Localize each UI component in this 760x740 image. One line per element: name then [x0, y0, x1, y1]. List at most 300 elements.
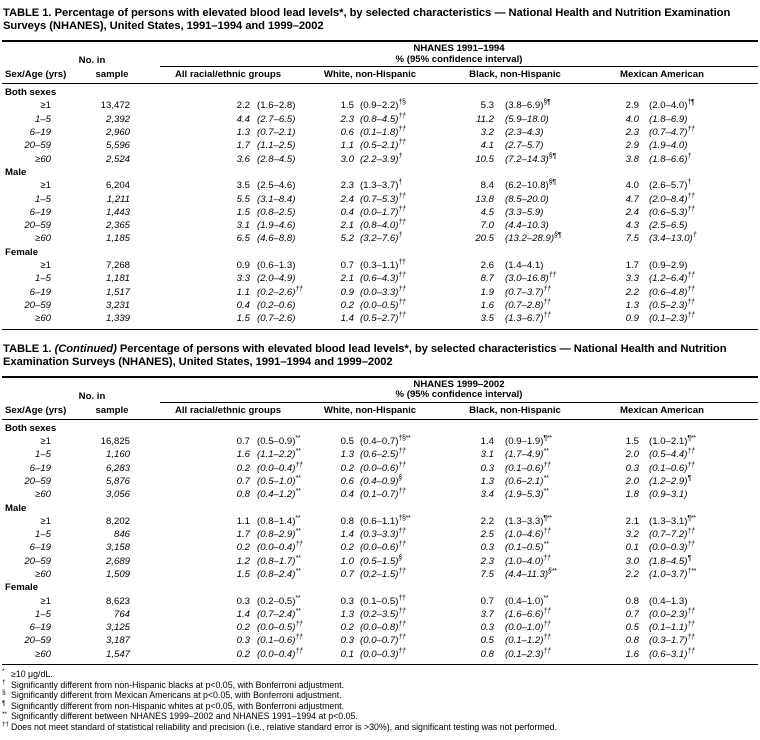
cell-age: 20–59: [24, 635, 51, 647]
ci-text: (0.5–1.5): [360, 555, 399, 567]
cell-age: ≥1: [40, 436, 51, 448]
ci-text: (0.9–3.1): [649, 489, 688, 501]
cell-percent-0: 1.5: [236, 568, 250, 580]
cell-confidence-interval-0: [250, 219, 312, 232]
col-header-sex-age: Sex/Age (yrs): [5, 404, 67, 416]
ci-text: (0.7–2.4): [257, 608, 296, 620]
footnote-marker: ††: [398, 567, 406, 575]
ci-text: (1.4–4.1): [505, 260, 544, 272]
cell-percent-0: 5.5: [236, 193, 250, 205]
cell-sample-size: 3,231: [105, 299, 130, 311]
ci-text: (1.8–6.6): [649, 153, 688, 165]
cell-confidence-interval-1: [354, 555, 452, 568]
cell-confidence-interval-0: [250, 126, 312, 139]
footnote-marker: **: [543, 594, 549, 602]
cell-percent-1: 0.2: [340, 542, 354, 554]
cell-percent-0: 1.1: [236, 515, 250, 527]
ci-text: (1.0–4.0): [505, 555, 544, 567]
cell-confidence-interval-1: [354, 528, 452, 541]
ci-text: (5.9–18.0): [505, 113, 549, 125]
ci-text: (0.4–0.9): [360, 475, 399, 487]
cell-age: 6–19: [29, 127, 51, 139]
cell-percent-0: 1.7: [236, 140, 250, 152]
cell-confidence-interval-3: [639, 608, 758, 621]
ci-text: (1.1–2.5): [257, 140, 296, 152]
cell-confidence-interval-2: [494, 139, 597, 152]
ci-text: (1.6–6.6): [505, 608, 544, 620]
ci-text: (0.8–4.0): [360, 220, 399, 232]
cell-percent-2: 3.4: [480, 489, 494, 501]
cell-percent-0: 1.3: [236, 127, 250, 139]
cell-percent-0: 3.5: [236, 180, 250, 192]
cell-confidence-interval-0: [250, 555, 312, 568]
nhanes-table-section-2: [2, 343, 758, 666]
cell-sample-size: 1,211: [106, 193, 130, 205]
footnote-marker: ††: [687, 620, 695, 628]
cell-confidence-interval-1: [354, 99, 452, 112]
ci-text: (2.7–5.7): [505, 140, 544, 152]
cell-confidence-interval-1: [354, 462, 452, 475]
cell-percent-3: 0.1: [625, 542, 639, 554]
ci-text: (0.0–0.5): [360, 299, 399, 311]
cell-confidence-interval-2: [494, 648, 597, 661]
cell-percent-3: 4.3: [625, 220, 639, 232]
table-row: [2, 113, 758, 126]
ci-text: (0.6–2.1): [505, 475, 544, 487]
footnote-marker: ††: [543, 312, 551, 320]
ci-text: (2.5–4.6): [257, 180, 296, 192]
ci-text: (2.0–4.9): [257, 273, 296, 285]
cell-sample-size: 1,181: [105, 273, 130, 285]
footnote-marker: ††: [398, 205, 406, 213]
cell-age: 6–19: [29, 206, 51, 218]
col-header-race-3: Mexican American: [620, 404, 704, 416]
footnote-marker: ††: [687, 461, 695, 469]
footnote-marker: **: [543, 448, 549, 456]
cell-percent-0: 3.3: [236, 273, 250, 285]
footnote-marker: ††: [398, 488, 406, 496]
footnote: † Significantly different from non-Hispanic blacks at p<0.05, with Bonferroni adjustment.: [2, 678, 345, 690]
cell-percent-2: 2.6: [480, 260, 494, 272]
ci-text: (0.7–2.1): [257, 127, 296, 139]
cell-percent-0: 0.9: [236, 260, 250, 272]
cell-percent-1: 0.7: [340, 568, 354, 580]
cell-percent-3: 0.8: [625, 595, 639, 607]
cell-confidence-interval-1: [354, 219, 452, 232]
footnote: †† Does not meet standard of statistical reliability and precision (i.e., relative standard error is >30%), and significant testing was not performed.: [2, 721, 557, 733]
footnote-marker: ††: [687, 272, 695, 280]
footnote-marker: ††: [543, 298, 551, 306]
footnote-marker: ††: [295, 285, 303, 293]
cell-sample-size: 3,125: [105, 622, 130, 634]
footnote-marker: ††: [687, 312, 695, 320]
cell-percent-3: 2.1: [625, 515, 639, 527]
table-title: [3, 7, 757, 33]
ci-text: (1.1–2.2): [257, 449, 296, 461]
footnote-marker: ††: [398, 112, 406, 120]
footnote-marker: ††: [548, 272, 556, 280]
table-row: [2, 232, 758, 245]
cell-percent-3: 3.0: [625, 555, 639, 567]
cell-confidence-interval-1: [354, 515, 452, 528]
col-header-no-in: No. in: [78, 390, 106, 402]
ci-text: (0.5–2.7): [360, 313, 399, 325]
cell-percent-3: 1.7: [625, 260, 639, 272]
cell-sample-size: 8,202: [105, 515, 130, 527]
cell-confidence-interval-2: [494, 312, 597, 325]
cell-percent-3: 0.7: [625, 608, 639, 620]
cell-confidence-interval-1: [354, 568, 452, 581]
ci-text: (0.1–1.2): [505, 635, 544, 647]
cell-sample-size: 8,623: [105, 595, 130, 607]
ci-text: (0.3–3.3): [360, 529, 399, 541]
survey-span-header: [160, 378, 758, 403]
ci-text: (0.8–2.5): [257, 206, 296, 218]
footnote-marker: **: [295, 594, 301, 602]
cell-confidence-interval-0: [250, 568, 312, 581]
ci-text: (0.0–0.6): [360, 462, 399, 474]
ci-text: (1.3–3.1): [649, 515, 688, 527]
cell-confidence-interval-1: [354, 193, 452, 206]
cell-confidence-interval-2: [494, 634, 597, 647]
footnote-marker: ††: [398, 272, 406, 280]
footnote-marker: †§**: [398, 514, 411, 522]
footnote-marker: ††: [398, 527, 406, 535]
cell-age: ≥60: [35, 313, 51, 325]
cell-percent-0: 1.4: [236, 608, 250, 620]
cell-percent-0: 1.5: [236, 206, 250, 218]
table-row: [2, 126, 758, 139]
cell-confidence-interval-1: [354, 608, 452, 621]
cell-confidence-interval-0: [250, 206, 312, 219]
cell-confidence-interval-2: [494, 568, 597, 581]
col-header-race-2: Black, non-Hispanic: [469, 404, 561, 416]
cell-percent-3: 0.8: [625, 635, 639, 647]
cell-sample-size: 2,365: [105, 220, 130, 232]
cell-percent-1: 2.4: [340, 193, 354, 205]
footnote-marker: ¶**: [687, 514, 696, 522]
cell-percent-1: 2.3: [340, 180, 354, 192]
cell-confidence-interval-3: [639, 139, 758, 152]
footnote-marker: †: [692, 232, 697, 240]
cell-percent-1: 0.3: [340, 595, 354, 607]
footnote-marker: ††: [398, 607, 406, 615]
table-row: [2, 648, 758, 661]
survey-span-header: [160, 42, 758, 67]
footnote-text: Significantly different from non-Hispanic whites at p<0.05, with Bonferroni adjustment.: [11, 700, 345, 711]
ci-text: (0.7–5.3): [360, 193, 399, 205]
table-row: [2, 312, 758, 325]
cell-percent-3: 4.0: [625, 113, 639, 125]
cell-confidence-interval-0: [250, 299, 312, 312]
footnote-marker: §**: [548, 567, 557, 575]
cell-confidence-interval-0: [250, 99, 312, 112]
cell-percent-0: 2.2: [236, 100, 250, 112]
cell-age: 20–59: [24, 555, 51, 567]
footnote-marker: ††: [687, 448, 695, 456]
cell-age: ≥1: [40, 100, 51, 112]
cell-percent-2: 20.5: [475, 233, 494, 245]
cell-confidence-interval-2: [494, 99, 597, 112]
table-row: [2, 528, 758, 541]
cell-age: ≥1: [40, 180, 51, 192]
footnote-marker: ††: [687, 192, 695, 200]
cell-percent-1: 1.3: [340, 608, 354, 620]
table-body: [2, 84, 758, 328]
cell-percent-3: 3.8: [625, 153, 639, 165]
cell-confidence-interval-1: [354, 595, 452, 608]
ci-text: (0.0–0.8): [360, 622, 399, 634]
footnote-marker: ††: [295, 620, 303, 628]
cell-age: 20–59: [24, 299, 51, 311]
footnote-marker: †: [398, 152, 402, 160]
ci-text: (3.2–7.6): [360, 233, 399, 245]
ci-text: (7.2–14.3): [505, 153, 549, 165]
col-header-sample: sample: [95, 404, 129, 416]
cell-percent-2: 0.8: [480, 648, 494, 660]
ci-text: (0.0–1.0): [505, 622, 544, 634]
footnote-marker: ¶**: [543, 434, 552, 442]
cell-age: 1–5: [34, 273, 51, 285]
cell-confidence-interval-1: [354, 126, 452, 139]
cell-confidence-interval-0: [250, 139, 312, 152]
ci-text: (2.2–3.9): [360, 153, 399, 165]
ci-text: (0.8–1.7): [257, 555, 296, 567]
footnote-marker: §: [398, 474, 402, 482]
cell-confidence-interval-0: [250, 286, 312, 299]
cell-percent-1: 1.0: [340, 555, 354, 567]
cell-sample-size: 1,517: [105, 286, 130, 298]
cell-percent-3: 2.2: [625, 286, 639, 298]
cell-confidence-interval-3: [639, 448, 758, 461]
cell-sample-size: 2,960: [105, 127, 130, 139]
table-1: [2, 40, 758, 330]
cell-percent-2: 1.4: [480, 436, 494, 448]
cell-confidence-interval-1: [354, 113, 452, 126]
cell-percent-1: 0.4: [340, 489, 354, 501]
cell-confidence-interval-3: [639, 515, 758, 528]
footnote-marker: ††: [687, 125, 695, 133]
cell-percent-1: 1.4: [340, 313, 354, 325]
cell-confidence-interval-1: [354, 541, 452, 554]
cell-confidence-interval-0: [250, 634, 312, 647]
ci-text: (0.5–2.3): [649, 299, 688, 311]
footnote-marker: **: [295, 567, 301, 575]
ci-text: (0.6–3.1): [649, 648, 688, 660]
ci-text: (1.3–3.3): [505, 515, 544, 527]
cell-percent-2: 3.7: [480, 608, 494, 620]
footnote: * ≥10 μg/dL.: [2, 668, 53, 680]
cell-percent-1: 2.1: [340, 273, 354, 285]
cell-age: 6–19: [29, 462, 51, 474]
cell-confidence-interval-2: [494, 113, 597, 126]
table-row: [2, 206, 758, 219]
cell-confidence-interval-3: [639, 435, 758, 448]
cell-confidence-interval-3: [639, 595, 758, 608]
cell-confidence-interval-0: [250, 272, 312, 285]
cell-sample-size: 1,509: [105, 568, 130, 580]
cell-confidence-interval-3: [639, 272, 758, 285]
ci-text: (1.0–4.6): [505, 529, 544, 541]
footnote-marker: ††: [398, 620, 406, 628]
ci-text: (4.4–10.3): [505, 220, 549, 232]
ci-text: (2.0–8.4): [649, 193, 688, 205]
cell-confidence-interval-3: [639, 193, 758, 206]
ci-text: (1.6–2.8): [257, 100, 296, 112]
table-row: [2, 139, 758, 152]
cell-confidence-interval-0: [250, 648, 312, 661]
cell-confidence-interval-1: [354, 475, 452, 488]
cell-confidence-interval-0: [250, 312, 312, 325]
cell-age: 1–5: [34, 113, 51, 125]
cell-confidence-interval-2: [494, 153, 597, 166]
footnote-marker: §¶: [548, 152, 556, 160]
col-header-race-3: Mexican American: [620, 69, 704, 81]
cell-sample-size: 1,160: [105, 449, 130, 461]
footnote-marker: ††: [687, 541, 695, 549]
footnote-marker: ††: [398, 192, 406, 200]
table-row: [2, 462, 758, 475]
table-row: [2, 555, 758, 568]
cell-percent-2: 1.6: [480, 299, 494, 311]
cell-percent-2: 5.3: [480, 100, 494, 112]
footnote-marker: **: [295, 474, 301, 482]
table-row: [2, 153, 758, 166]
cell-confidence-interval-0: [250, 193, 312, 206]
ci-text: (0.5–4.4): [649, 449, 688, 461]
cell-percent-3: 0.9: [625, 313, 639, 325]
ci-text: (1.0–2.1): [649, 436, 688, 448]
table-row: [2, 621, 758, 634]
ci-text: (1.7–4.9): [505, 449, 544, 461]
footnote-marker: ††: [398, 285, 406, 293]
table-title: [3, 343, 757, 369]
footnote-marker: **: [543, 488, 549, 496]
cell-percent-2: 7.0: [480, 220, 494, 232]
cell-confidence-interval-1: [354, 488, 452, 501]
cell-confidence-interval-0: [250, 462, 312, 475]
ci-text: (0.8–2.4): [257, 568, 296, 580]
footnote-marker: ††: [543, 620, 551, 628]
cell-percent-0: 3.6: [236, 153, 250, 165]
ci-text: (0.1–0.6): [257, 635, 296, 647]
ci-text: (0.6–1.3): [257, 260, 296, 272]
ci-text: (3.8–6.9): [505, 100, 544, 112]
cell-percent-3: 1.8: [625, 489, 639, 501]
ci-text: (0.0–0.4): [257, 648, 296, 660]
cell-age: ≥1: [40, 515, 51, 527]
ci-text: (0.8–4.5): [360, 113, 399, 125]
ci-text: (0.3–1.7): [649, 635, 688, 647]
footnote-marker: †: [687, 152, 691, 160]
footnote-text: Significantly different between NHANES 1999–2002 and NHANES 1991–1994 at p<0.05.: [11, 711, 358, 722]
cell-confidence-interval-2: [494, 286, 597, 299]
cell-percent-0: 4.4: [236, 113, 250, 125]
ci-text: (0.9–2.9): [649, 260, 688, 272]
cell-age: 1–5: [34, 449, 51, 461]
ci-text: (0.0–0.4): [257, 462, 296, 474]
col-header-sample: sample: [95, 69, 129, 81]
ci-text: (0.4–1.2): [257, 489, 296, 501]
cell-percent-1: 2.3: [340, 113, 354, 125]
cell-confidence-interval-1: [354, 179, 452, 192]
ci-text: (0.3–1.1): [360, 260, 399, 272]
table-title-text: Percentage of persons with elevated blood lead levels*, by selected characteristics — National Health and Nutrition Examination Surveys (NHANES), United States, 1991–1994 and 1999–2002: [3, 342, 727, 368]
cell-sample-size: 2,689: [105, 555, 130, 567]
ci-text: (0.0–0.6): [360, 542, 399, 554]
footnote-text: Significantly different from Mexican Americans at p<0.05, with Bonferroni adjustment.: [11, 690, 342, 701]
cell-percent-1: 5.2: [340, 233, 354, 245]
ci-text: (2.5–6.5): [649, 220, 688, 232]
table-row: [2, 475, 758, 488]
col-header-no-in: No. in: [78, 55, 106, 66]
footnote-marker: ††: [295, 634, 303, 642]
cell-age: 6–19: [29, 622, 51, 634]
cell-age: 1–5: [34, 193, 51, 205]
cell-percent-2: 10.5: [475, 153, 494, 165]
cell-percent-1: 0.5: [340, 436, 354, 448]
ci-text: (0.1–2.3): [649, 313, 688, 325]
cell-confidence-interval-2: [494, 555, 597, 568]
cell-percent-0: 0.2: [236, 542, 250, 554]
table-row: [2, 608, 758, 621]
cell-confidence-interval-0: [250, 528, 312, 541]
cell-sample-size: 2,524: [105, 153, 130, 165]
group-label-female: Female: [5, 582, 39, 594]
cell-confidence-interval-3: [639, 286, 758, 299]
ci-text: (0.2–3.5): [360, 608, 399, 620]
footnote-marker: §¶: [548, 179, 556, 187]
footnote-marker: ††: [687, 634, 695, 642]
cell-age: ≥60: [35, 568, 51, 580]
table-row: [2, 595, 758, 608]
tables-container: [2, 7, 758, 665]
cell-percent-1: 0.2: [340, 462, 354, 474]
cell-confidence-interval-3: [639, 312, 758, 325]
cell-percent-2: 11.2: [476, 113, 494, 125]
cell-confidence-interval-3: [639, 232, 758, 245]
ci-text: (2.0–4.0): [649, 100, 688, 112]
cell-percent-2: 3.2: [480, 127, 494, 139]
cell-confidence-interval-3: [639, 299, 758, 312]
col-header-race-1: White, non-Hispanic: [323, 69, 417, 81]
cell-confidence-interval-2: [494, 595, 597, 608]
cell-confidence-interval-1: [354, 259, 452, 272]
cell-percent-3: 4.7: [625, 193, 639, 205]
cell-sample-size: 764: [113, 608, 130, 620]
cell-confidence-interval-1: [354, 299, 452, 312]
cell-confidence-interval-2: [494, 448, 597, 461]
cell-percent-1: 0.6: [340, 475, 354, 487]
cell-sample-size: 16,825: [100, 436, 130, 448]
cell-percent-0: 3.1: [236, 220, 250, 232]
table-row: [2, 286, 758, 299]
cell-confidence-interval-3: [639, 206, 758, 219]
cell-percent-0: 0.2: [236, 462, 250, 474]
table-row: [2, 515, 758, 528]
footnote-marker: ††: [398, 461, 406, 469]
footnote-marker: ††: [687, 285, 695, 293]
col-header-sex-age: Sex/Age (yrs): [5, 69, 67, 81]
ci-text: (0.2–2.6): [257, 286, 296, 298]
cell-percent-0: 1.6: [236, 449, 250, 461]
cell-percent-1: 0.2: [340, 299, 354, 311]
ci-text: (8.5–20.0): [505, 193, 549, 205]
cell-age: 20–59: [24, 475, 51, 487]
ci-text: (0.7–2.8): [505, 299, 544, 311]
cell-sample-size: 1,443: [105, 206, 130, 218]
ci-text: (2.6–5.7): [649, 180, 688, 192]
